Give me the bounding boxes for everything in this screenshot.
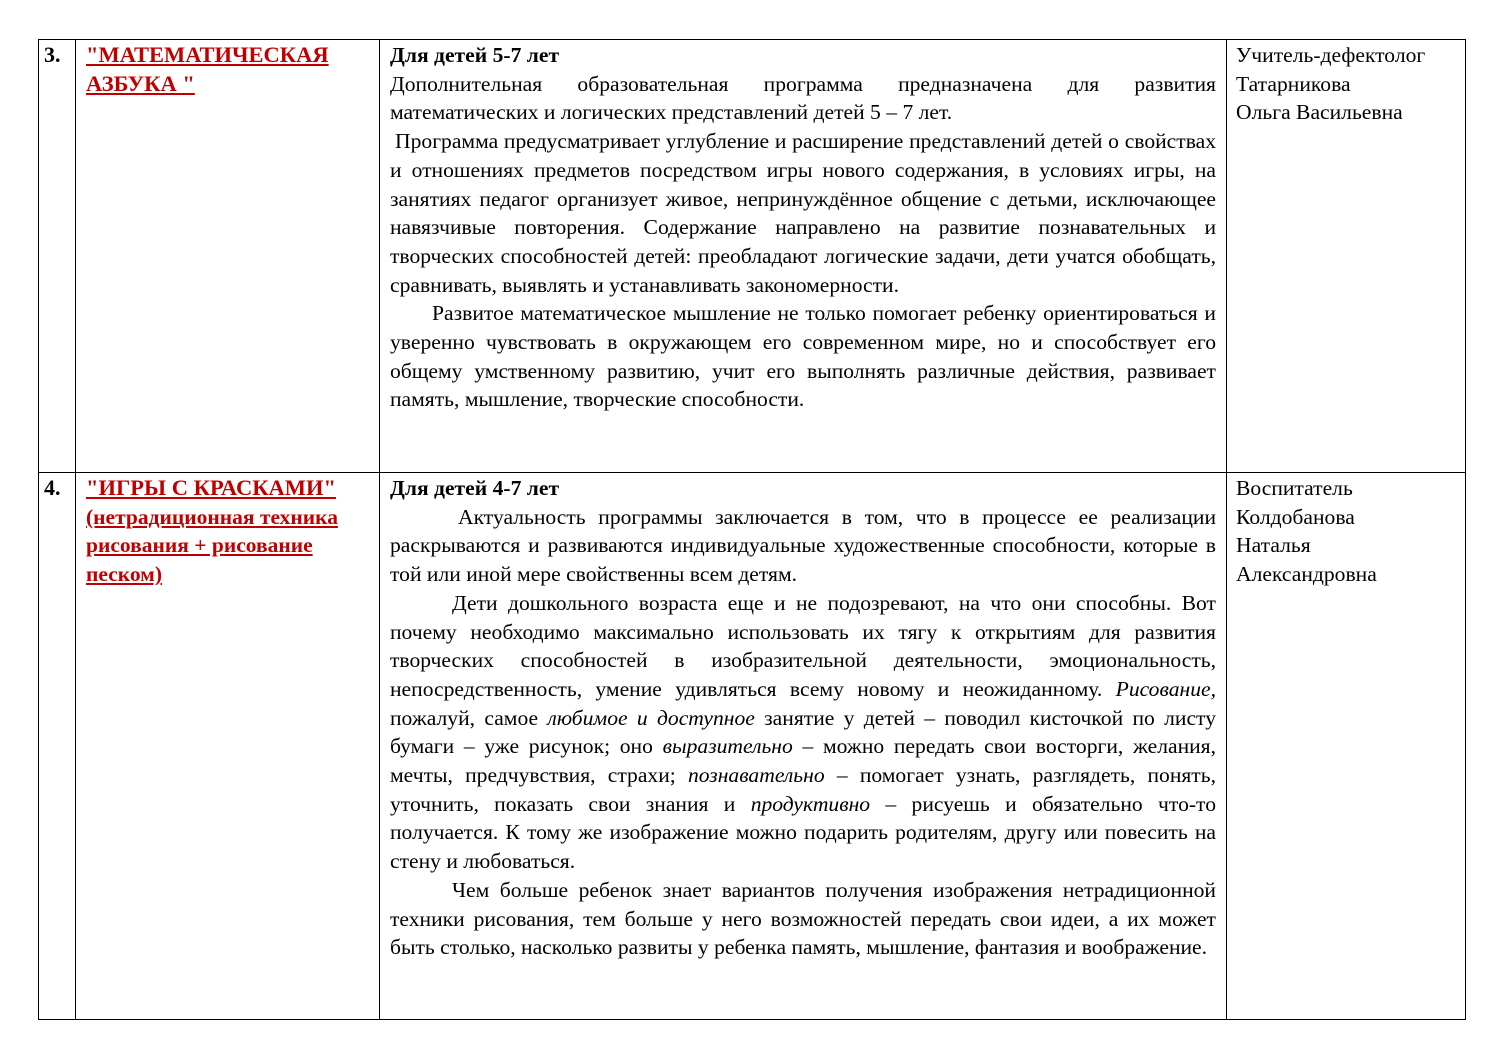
- text-run: пожалуй, самое: [390, 705, 548, 730]
- text-run: – рисуешь и обязательно что-то получается. К тому же изображение можно подарить родителям, другу или повесить на стену и любоваться.: [390, 791, 1216, 874]
- responsible-position: Учитель-дефектолог: [1236, 43, 1426, 67]
- responsible-surname: Колдобанова: [1236, 504, 1355, 529]
- responsible-name: Наталья: [1236, 533, 1311, 558]
- responsible-position: Воспитатель: [1236, 476, 1353, 500]
- description-paragraph: Чем больше ребенок знает вариантов получения изображения нетрадиционной техники рисования, тем больше у него возможностей передать свои идеи, а их может быть столько, насколько развиты у ребенка память, мышление, фантазия и воображение.: [390, 877, 1216, 960]
- responsible-person: [1227, 473, 1466, 1020]
- italic-run: познавательно: [687, 763, 825, 788]
- program-subtitle: (нетрадиционная техника рисования + рисование песком): [86, 504, 338, 587]
- responsible-surname: Татарникова: [1236, 71, 1351, 96]
- text-run: – можно передать свои восторги, желания, мечты, предчувствия, страхи;: [390, 734, 1217, 788]
- program-description: [380, 40, 1227, 473]
- table-row: [39, 40, 1466, 473]
- table-row: [39, 473, 1466, 1020]
- program-title-cell: [76, 473, 380, 1020]
- row-number: 4.: [39, 473, 76, 1020]
- italic-run: продуктивно: [750, 791, 871, 816]
- program-description: [380, 473, 1227, 1020]
- italic-run: выразительно: [662, 734, 793, 759]
- program-title: "МАТЕМАТИЧЕСКАЯ АЗБУКА ": [86, 42, 329, 96]
- program-title: "ИГРЫ С КРАСКАМИ": [86, 475, 336, 500]
- row-number: 3.: [39, 40, 76, 473]
- programs-table: [38, 39, 1466, 1020]
- responsible-person: [1227, 40, 1466, 473]
- description-paragraph: Развитое математическое мышление не только помогает ребенку ориентироваться и уверенно чувствовать в окружающем его современном мире, но и способствует его общему умственному развитию, учит его выполнять различные действия, развивает память, мышление, творческие способности.: [390, 301, 1216, 412]
- responsible-patronymic: Александровна: [1236, 562, 1377, 587]
- italic-run: Рисование,: [1115, 676, 1216, 701]
- text-run: Дети дошкольного возраста еще и не подозревают, на что они способны. Вот почему необходимо максимально использовать их тягу к открытиям для развития творческих способностей в изобразительной деятельности, эмоциональность, непосредственность, умение удивляться всему новому и неожиданному.: [390, 590, 1216, 701]
- age-group: Для детей 5-7 лет: [390, 43, 560, 67]
- description-paragraph: Программа предусматривает углубление и расширение представлений детей о свойствах и отношениях предметов посредством игры нового содержания, в условиях игры, на занятиях педагог организует живое, непринуждённое общение с детьми, исключающее навязчивые повторения. Содержание направлено на развитие познавательных и творческих способностей детей: преобладают логические задачи, дети учатся обобщать, сравнивать, выявлять и устанавливать закономерности.: [390, 129, 1216, 297]
- responsible-name: Ольга Васильевна: [1236, 100, 1403, 125]
- program-title-cell: [76, 40, 380, 473]
- text-run: – помогает узнать, разглядеть, понять, уточнить, показать свои знания и: [390, 763, 1216, 816]
- description-paragraph: Актуальность программы заключается в том, что в процессе ее реализации раскрываются и развиваются индивидуальные художественные способности, которые в той или иной мере свойственны всем детям.: [390, 504, 1216, 587]
- description-paragraph: [390, 589, 1216, 876]
- text-run: занятие у детей – поводил кисточкой по листу бумаги – уже рисунок; оно: [390, 705, 1216, 759]
- description-paragraph: Дополнительная образовательная программа предназначена для развития математических и логических представлений детей 5 – 7 лет.: [390, 71, 1216, 125]
- age-group: Для детей 4-7 лет: [390, 476, 560, 500]
- italic-run: любимое и доступное: [547, 705, 755, 730]
